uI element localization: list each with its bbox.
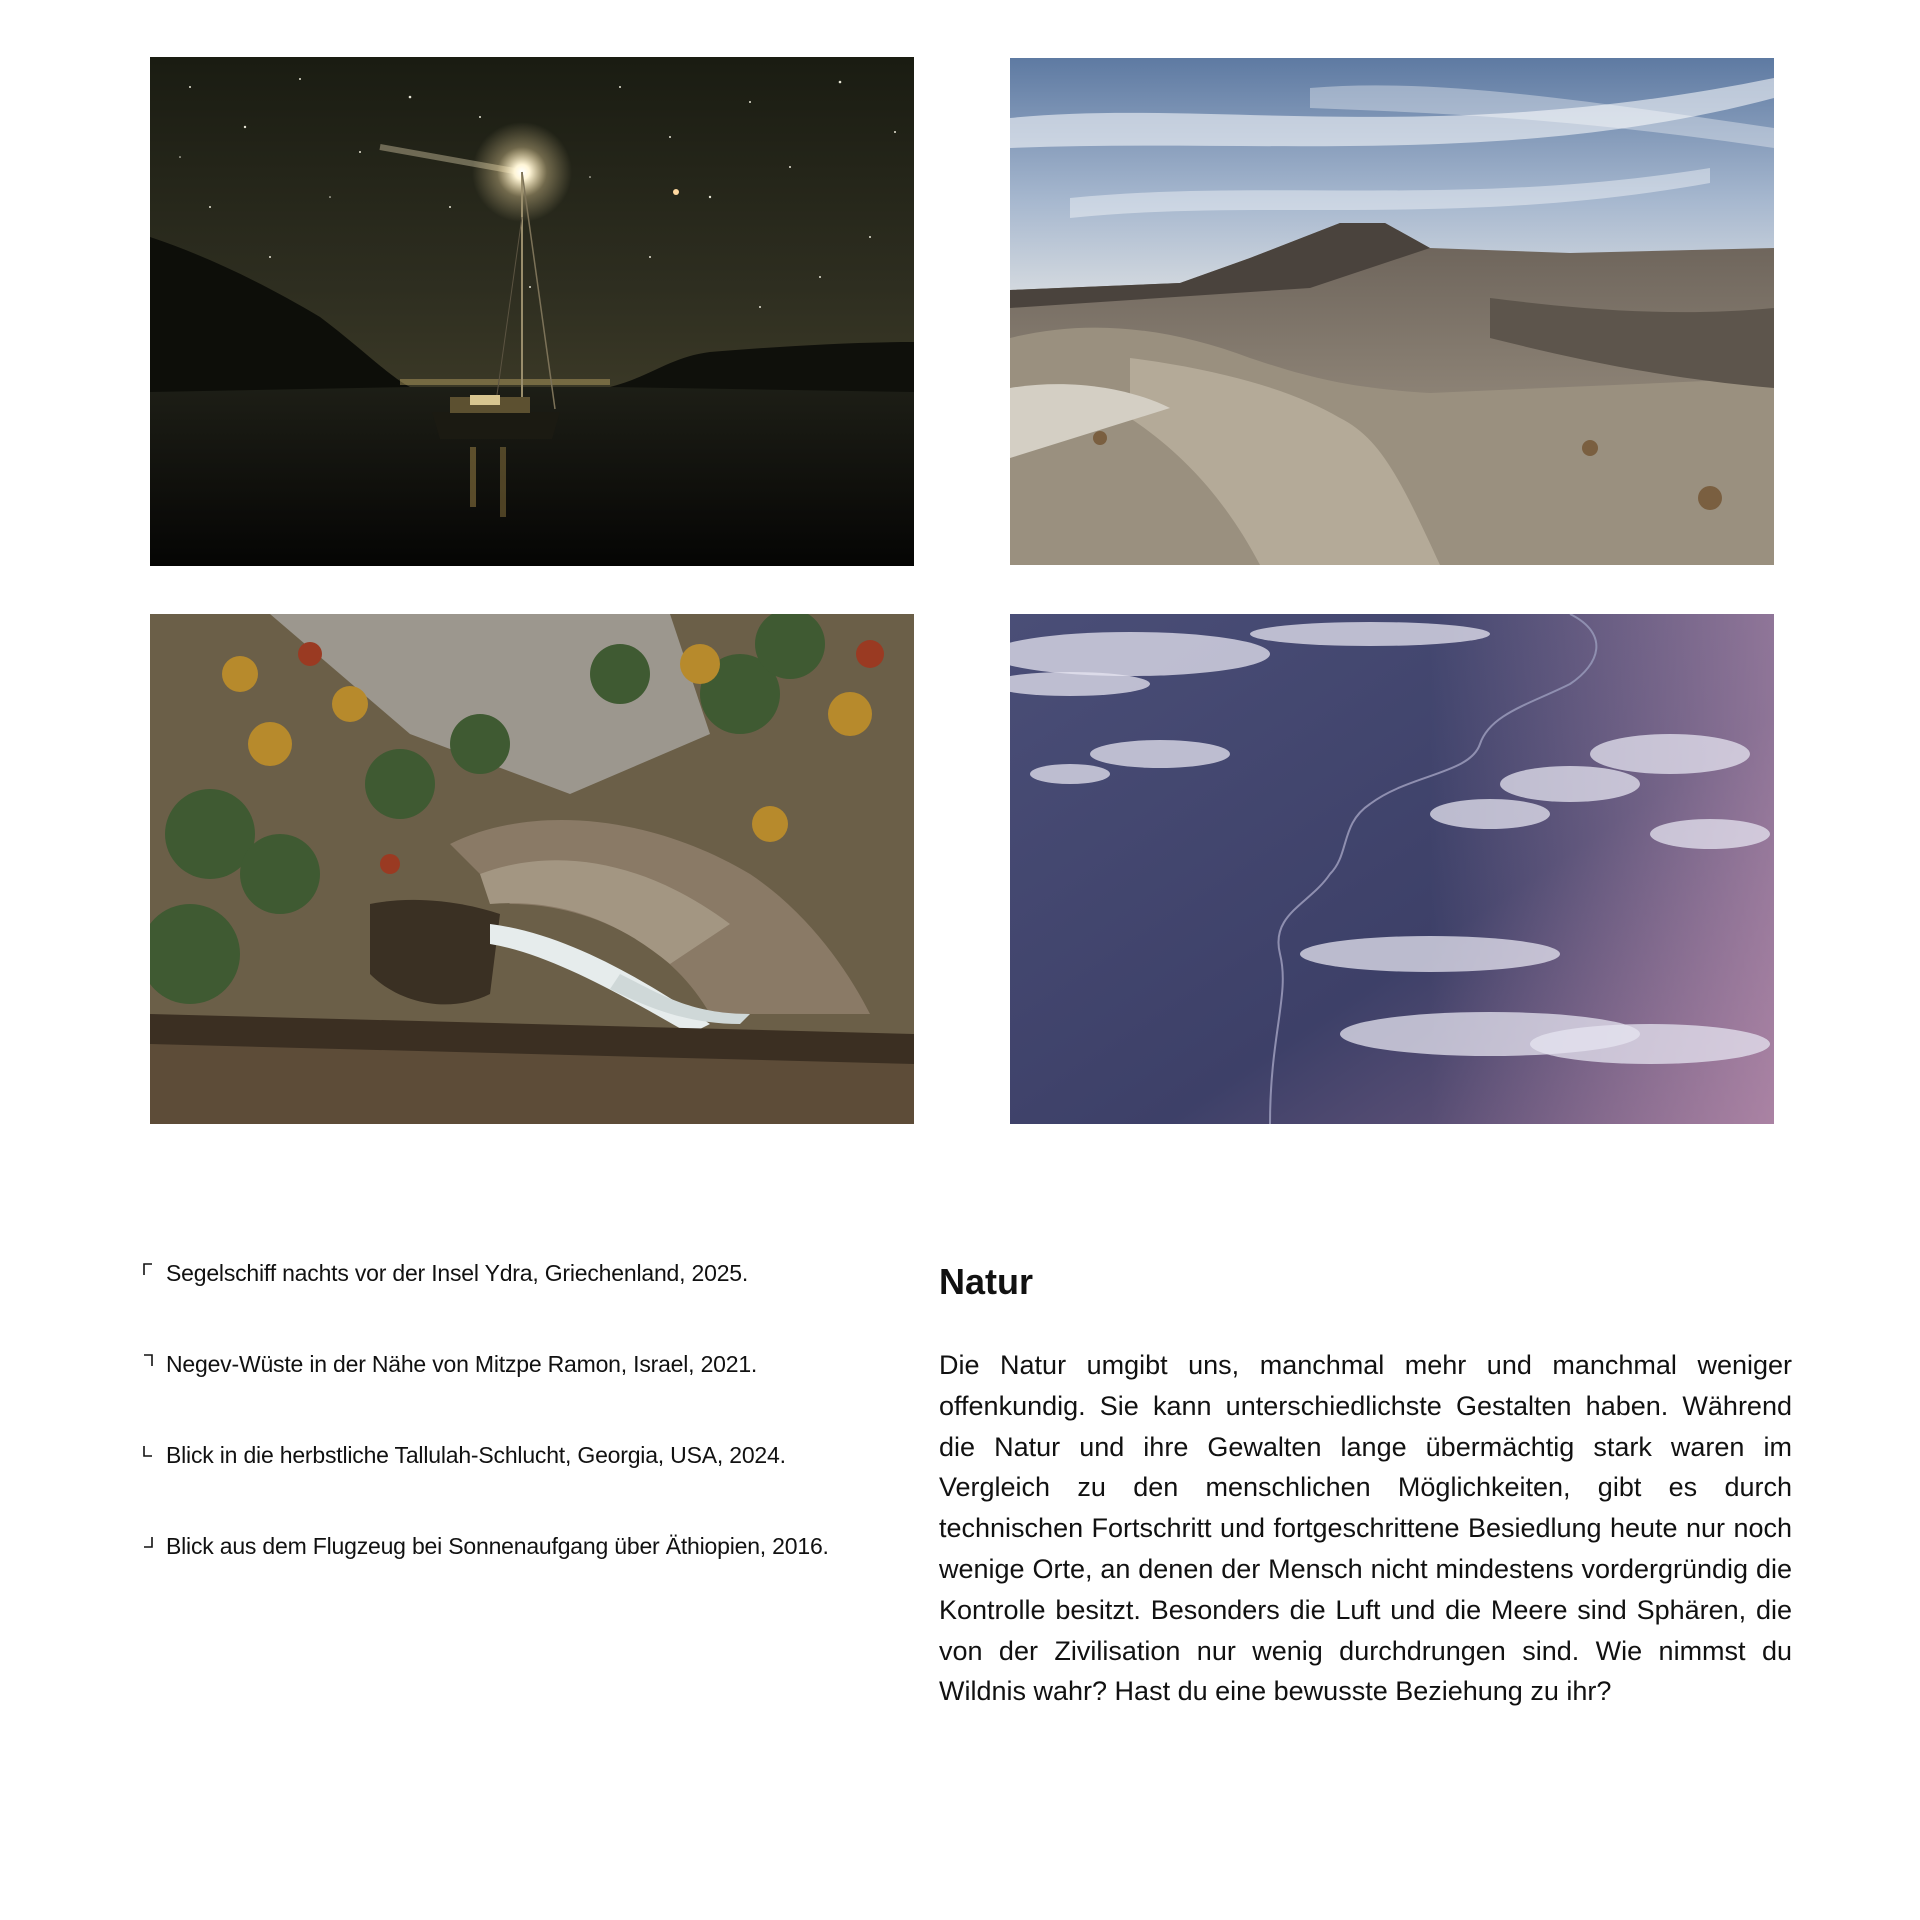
caption-text: Blick in die herbstliche Tallulah-Schlucht, Georgia, USA, 2024.	[166, 1442, 786, 1468]
corner-bottom-left-icon	[143, 1445, 153, 1457]
caption-list	[143, 1258, 883, 1622]
corner-bottom-right-icon	[143, 1536, 153, 1548]
caption-top-right	[143, 1349, 883, 1440]
photo-night-sailboat	[150, 57, 914, 566]
caption-bottom-left	[143, 1440, 883, 1531]
caption-text: Negev-Wüste in der Nähe von Mitzpe Ramon, Israel, 2021.	[166, 1351, 758, 1377]
caption-text: Blick aus dem Flugzeug bei Sonnenaufgang über Äthiopien, 2016.	[166, 1533, 829, 1559]
canyon-waterfall-photo	[150, 614, 914, 1124]
caption-top-left	[143, 1258, 883, 1349]
photo-desert-mountain	[1010, 58, 1774, 565]
caption-bottom-right	[143, 1531, 883, 1622]
corner-top-right-icon	[143, 1354, 153, 1366]
article-body: Die Natur umgibt uns, manchmal mehr und manchmal weniger offenkundig. Sie kann unterschiedlichste Gestalten haben. Während die Natur und ihre Gewalten lange übermächtig stark waren im Vergleich zu den menschlichen Möglichkeiten, gibt es durch technischen Fortschritt und fortgeschrittene Besiedlung heute nur noch wenige Orte, an denen der Mensch nicht mindestens vordergründig die Kontrolle besitzt. Besonders die Luft und die Meere sind Sphären, die von der Zivilisation nur wenig durchdrungen sind. Wie nimmst du Wildnis wahr? Hast du eine bewusste Beziehung zu ihr?	[939, 1350, 1792, 1707]
caption-text: Segelschiff nachts vor der Insel Ydra, Griechenland, 2025.	[166, 1260, 749, 1286]
photo-aerial-clouds	[1010, 614, 1774, 1124]
photo-canyon-waterfall	[150, 614, 914, 1124]
corner-top-left-icon	[143, 1263, 153, 1275]
article	[939, 1258, 1792, 1712]
aerial-clouds-photo	[1010, 614, 1774, 1124]
desert-mountain-photo	[1010, 58, 1774, 565]
article-title: Natur	[939, 1261, 1034, 1302]
night-sailboat-photo	[150, 57, 914, 566]
